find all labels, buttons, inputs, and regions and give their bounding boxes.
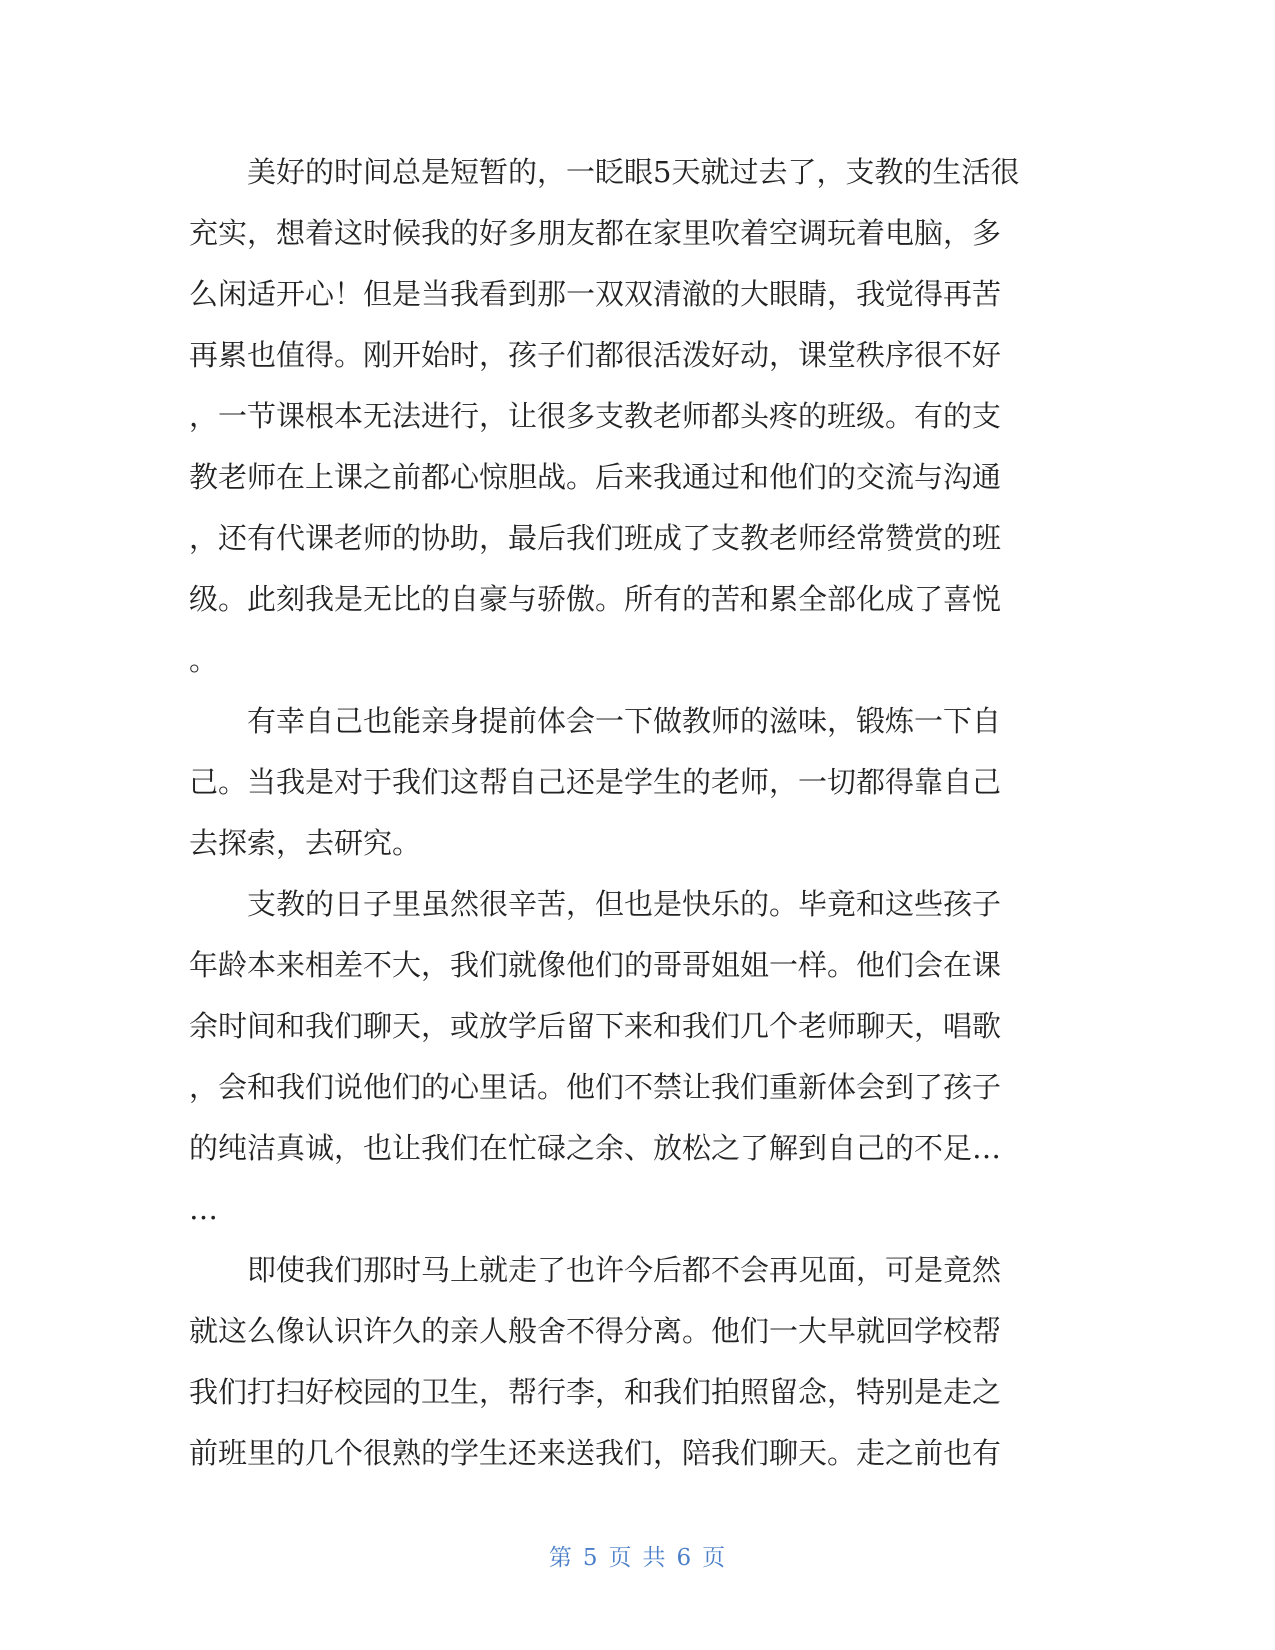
text-line: 充实，想着这时候我的好多朋友都在家里吹着空调玩着电脑，多 xyxy=(189,216,1002,250)
text-line: 即使我们那时马上就走了也许今后都不会再见面，可是竟然 xyxy=(247,1253,1002,1287)
paragraph-2 xyxy=(189,691,1061,874)
text-line: 。 xyxy=(189,643,219,677)
footer-ye: 页 xyxy=(608,1545,633,1571)
text-line: ，一节课根本无法进行，让很多支教老师都头疼的班级。有的支 xyxy=(189,399,1002,433)
text-line: 么闲适开心！但是当我看到那一双双清澈的大眼睛，我觉得再苦 xyxy=(189,277,1002,311)
text-line: 有幸自己也能亲身提前体会一下做教师的滋味，锻炼一下自 xyxy=(247,704,1002,738)
text-line: 教老师在上课之前都心惊胆战。后来我通过和他们的交流与沟通 xyxy=(189,460,1002,494)
footer-di: 第 xyxy=(548,1545,573,1571)
text-line: 去探索，去研究。 xyxy=(189,826,422,860)
text-line: 再累也值得。刚开始时，孩子们都很活泼好动，课堂秩序很不好 xyxy=(189,338,1002,372)
footer-gong: 共 xyxy=(642,1545,667,1571)
text-line: ，还有代课老师的协助，最后我们班成了支教老师经常赞赏的班 xyxy=(189,521,1002,555)
text-line: 就这么像认识许久的亲人般舍不得分离。他们一大早就回学校帮 xyxy=(189,1314,1002,1348)
footer-total-pages: 6 xyxy=(676,1545,693,1571)
paragraph-3 xyxy=(189,874,1061,1240)
text-line: 美好的时间总是短暂的，一眨眼5天就过去了，支教的生活很 xyxy=(247,155,1020,189)
footer-current-page: 5 xyxy=(582,1545,599,1571)
text-line: 的纯洁真诚，也让我们在忙碌之余、放松之了解到自己的不足… xyxy=(189,1131,1002,1165)
text-line: … xyxy=(189,1192,216,1226)
text-line: 年龄本来相差不大，我们就像他们的哥哥姐姐一样。他们会在课 xyxy=(189,948,1002,982)
text-line: 我们打扫好校园的卫生，帮行李，和我们拍照留念，特别是走之 xyxy=(189,1375,1002,1409)
paragraph-4 xyxy=(189,1240,1061,1484)
text-line: 己。当我是对于我们这帮自己还是学生的老师，一切都得靠自己 xyxy=(189,765,1002,799)
text-line: 支教的日子里虽然很辛苦，但也是快乐的。毕竟和这些孩子 xyxy=(247,887,1002,921)
text-line: 余时间和我们聊天，或放学后留下来和我们几个老师聊天，唱歌 xyxy=(189,1009,1002,1043)
paragraph-1 xyxy=(189,142,1061,691)
body-text xyxy=(189,142,1061,1484)
page-footer xyxy=(0,1543,1275,1573)
text-line: 前班里的几个很熟的学生还来送我们，陪我们聊天。走之前也有 xyxy=(189,1436,1002,1470)
text-line: ，会和我们说他们的心里话。他们不禁让我们重新体会到了孩子 xyxy=(189,1070,1002,1104)
text-line: 级。此刻我是无比的自豪与骄傲。所有的苦和累全部化成了喜悦 xyxy=(189,582,1002,616)
footer-ye2: 页 xyxy=(702,1545,727,1571)
